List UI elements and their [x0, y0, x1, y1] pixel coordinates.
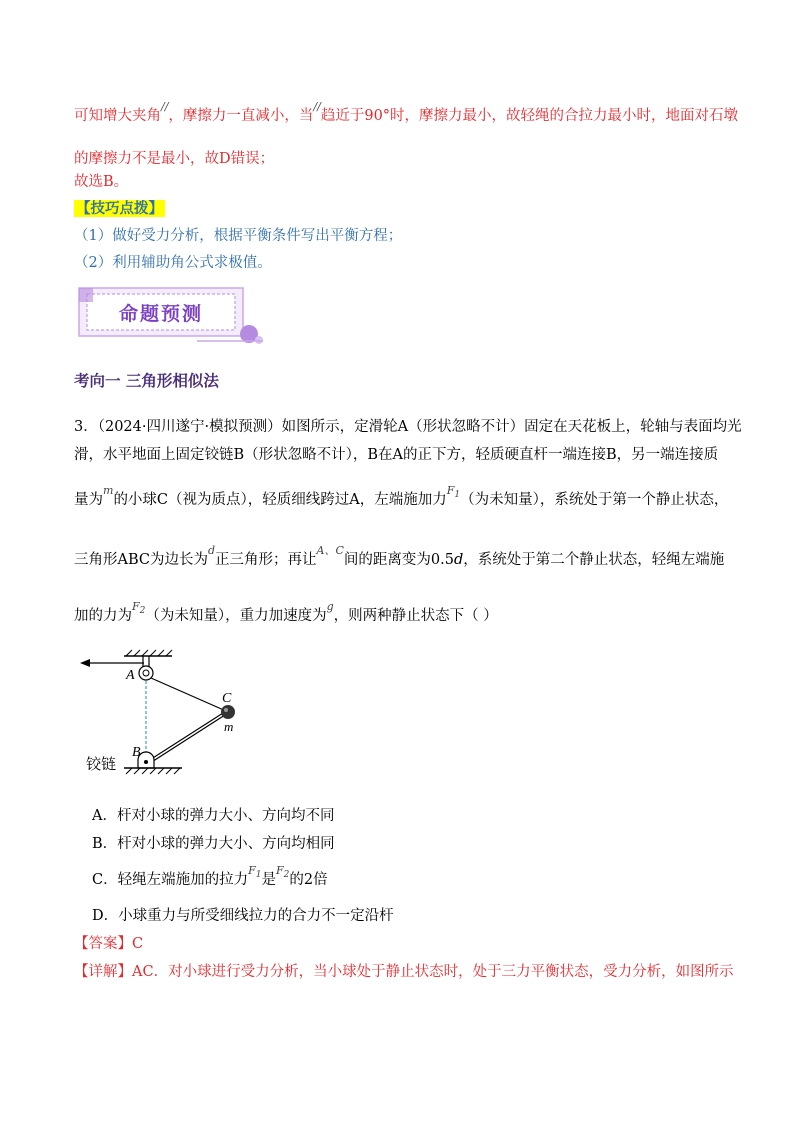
tips-item-2: （2）利用辅助角公式求极值。	[74, 255, 272, 271]
var-F1	[446, 484, 461, 500]
ground-hatch	[126, 768, 180, 774]
detail-label: 【详解】	[74, 964, 132, 980]
var-AC: A、C	[316, 544, 344, 557]
var-F: F	[248, 864, 256, 877]
var-sub: 1	[454, 490, 461, 500]
arrow-icon	[80, 659, 90, 667]
question-text: 间的距离变为0.5	[343, 552, 454, 568]
physics-figure	[74, 648, 274, 788]
solution-text: 趋近于90°时，摩擦力最小，故轻绳的合拉力最小时，地面对石墩	[320, 108, 739, 124]
option-text: 的2倍	[289, 872, 328, 888]
question-line-2: 滑，水平地面上固定铰链B（形状忽略不计），B在A的正下方，轻质硬直杆一端连接B，另一端连接质	[74, 447, 719, 463]
answer-label: 【答案】	[74, 936, 132, 952]
ball-C	[221, 705, 235, 719]
solution-text: 可知增大夹角	[74, 108, 161, 124]
var-F2	[132, 600, 146, 616]
solution-line-3: 故选B。	[74, 174, 129, 190]
label-A: A	[126, 668, 135, 683]
question-text: 的小球C（视为质点），轻质细线跨过A，左端施加力	[113, 492, 447, 508]
label-hinge: 铰链	[86, 755, 117, 773]
question-text: （为未知量），重力加速度为	[145, 608, 327, 624]
tips-tag: 【技巧点拨】	[76, 200, 163, 217]
option-A: A．杆对小球的弹力大小、方向均不同	[92, 808, 335, 824]
var-sub: 2	[283, 870, 290, 880]
question-line-4	[74, 544, 725, 571]
angle-symbol: //	[161, 100, 169, 113]
label-B: B	[132, 745, 141, 760]
detail-text: AC．对小球进行受力分析，当小球处于静止状态时，处于三力平衡状态，受力分析，如图所示	[132, 964, 734, 980]
option-text: C．轻绳左端施加的拉力	[92, 872, 249, 888]
tips-tag-line	[74, 199, 165, 219]
solution-line-1	[74, 100, 739, 127]
question-text: 量为	[74, 492, 103, 508]
var-m: m	[103, 484, 114, 497]
section-banner	[77, 286, 267, 348]
answer-value: C	[132, 936, 144, 952]
var-F1	[248, 864, 262, 880]
tips-item-1: （1）做好受力分析，根据平衡条件写出平衡方程；	[74, 228, 403, 244]
var-F: F	[275, 864, 284, 877]
solution-text: ，摩擦力一直减小，当	[168, 108, 314, 124]
detail-line	[74, 962, 734, 982]
option-D: D．小球重力与所受细线拉力的合力不一定沿杆	[92, 908, 394, 924]
var-F2	[275, 864, 290, 880]
question-line-1: 3．（2024·四川遂宁·模拟预测）如图所示，定滑轮A（形状忽略不计）固定在天花板上，轮轴与表面均光	[74, 419, 742, 435]
var-d: d	[208, 544, 216, 557]
section-title: 考向一 三角形相似法	[74, 372, 219, 390]
label-C: C	[222, 691, 232, 706]
label-m: m	[224, 719, 234, 734]
question-text: 加的力为	[74, 608, 132, 624]
var-d: d	[453, 552, 464, 568]
option-B: B．杆对小球的弹力大小、方向均相同	[92, 836, 335, 852]
var-F: F	[132, 600, 140, 613]
question-text: （为未知量），系统处于第一个静止状态，	[460, 492, 729, 508]
var-sub: 1	[255, 870, 262, 880]
option-C	[92, 864, 328, 892]
banner-title: 命题预测	[118, 303, 203, 325]
question-line-5	[74, 600, 498, 628]
ceiling-hatch	[126, 650, 172, 656]
question-text: 三角形ABC为边长为	[74, 552, 208, 568]
var-F: F	[446, 484, 455, 497]
answer-line	[74, 934, 143, 954]
var-g: g	[326, 600, 334, 613]
question-text: ，系统处于第二个静止状态，轻绳左端施	[463, 552, 725, 568]
rope-AC	[151, 678, 226, 711]
question-line-3	[74, 484, 729, 512]
solution-line-2: 的摩擦力不是最小，故D错误；	[74, 151, 275, 167]
angle-symbol: //	[313, 100, 321, 113]
question-text: 正三角形；再让	[215, 552, 317, 568]
var-sub: 2	[139, 606, 146, 616]
option-text: 是	[261, 872, 276, 888]
question-text: ，则两种静止状态下（ ）	[333, 608, 498, 624]
